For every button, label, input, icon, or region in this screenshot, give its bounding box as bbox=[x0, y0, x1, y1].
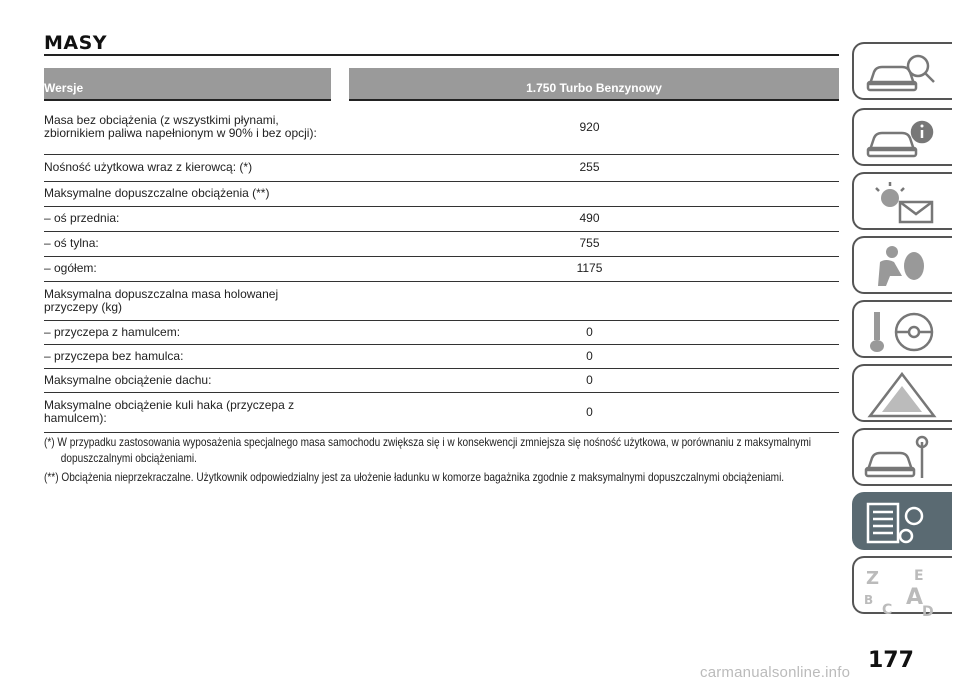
row-label: Maksymalna dopuszczalna masa holowanej przyczepy (kg) bbox=[44, 281, 340, 320]
table-row bbox=[44, 392, 839, 432]
row-value: 920 bbox=[340, 100, 839, 154]
row-value: 755 bbox=[340, 231, 839, 256]
row-label: – przyczepa z hamulcem: bbox=[44, 320, 340, 344]
header-engine: 1.750 Turbo Benzynowy bbox=[340, 68, 839, 100]
car-info-icon bbox=[862, 114, 942, 164]
footnote: (*) W przypadku zastosowania wyposażenia specjalnego masa samochodu zwiększa się i w konsekwencji zmniejsza się nośność użytkowa, w porównaniu z maksymalnymi dopuszczalnymi obciążeniami. bbox=[44, 435, 811, 465]
mass-spec-table bbox=[44, 68, 839, 433]
table-row bbox=[44, 256, 839, 281]
row-label: – ogółem: bbox=[44, 256, 340, 281]
row-value: 1175 bbox=[340, 256, 839, 281]
table-row bbox=[44, 154, 839, 181]
row-label: Nośność użytkowa wraz z kierowcą: (*) bbox=[44, 154, 340, 181]
row-value: 255 bbox=[340, 154, 839, 181]
row-value: 0 bbox=[340, 344, 839, 368]
row-value: 490 bbox=[340, 206, 839, 231]
row-label: – przyczepa bez hamulca: bbox=[44, 344, 340, 368]
row-label: Masa bez obciążenia (z wszystkimi płynami, zbiornikiem paliwa napełnionym w 90% i bez opcji): bbox=[44, 100, 340, 154]
row-label: Maksymalne dopuszczalne obciążenia (**) bbox=[44, 181, 340, 206]
header-versions: Wersje bbox=[44, 68, 340, 100]
table-row bbox=[44, 181, 839, 206]
row-label: – oś przednia: bbox=[44, 206, 340, 231]
svg-text:B: B bbox=[864, 593, 874, 607]
svg-text:E: E bbox=[914, 568, 924, 584]
tab-emergency[interactable] bbox=[852, 364, 952, 422]
table-row bbox=[44, 231, 839, 256]
page-number: 177 bbox=[868, 648, 914, 673]
tab-safety[interactable] bbox=[852, 236, 952, 294]
airbag-seat-icon bbox=[862, 242, 942, 292]
car-wrench-icon bbox=[862, 434, 942, 484]
footnotes bbox=[44, 434, 834, 488]
footnote: (**) Obciążenia nieprzekraczalne. Użytkownik odpowiedzialny jest za ułożenie ładunku w komorze bagażnika zgodnie z maksymalnymi dopuszczalnymi obciążeniami. bbox=[44, 470, 785, 484]
table-row bbox=[44, 281, 839, 320]
svg-text:D: D bbox=[922, 604, 934, 618]
key-steering-wheel-icon bbox=[862, 306, 942, 356]
watermark: carmanualsonline.info bbox=[700, 664, 851, 681]
warning-light-message-icon bbox=[862, 178, 942, 228]
row-label: Maksymalne obciążenie kuli haka (przyczepa z hamulcem): bbox=[44, 392, 340, 432]
tab-starting-driving[interactable] bbox=[852, 300, 952, 358]
row-label: Maksymalne obciążenie dachu: bbox=[44, 368, 340, 392]
tab-warning-lights[interactable] bbox=[852, 172, 952, 230]
row-label: – oś tylna: bbox=[44, 231, 340, 256]
specs-gears-icon bbox=[862, 498, 942, 548]
alphabet-index-icon bbox=[862, 562, 942, 618]
row-value bbox=[340, 181, 839, 206]
title-rule bbox=[44, 54, 839, 56]
table-row bbox=[44, 206, 839, 231]
row-value bbox=[340, 281, 839, 320]
tab-maintenance[interactable] bbox=[852, 428, 952, 486]
svg-text:A: A bbox=[906, 585, 924, 610]
table-row bbox=[44, 344, 839, 368]
svg-text:C: C bbox=[882, 602, 893, 618]
row-value: 0 bbox=[340, 392, 839, 432]
table-row bbox=[44, 320, 839, 344]
warning-triangle-icon bbox=[862, 370, 942, 420]
tab-car-info[interactable] bbox=[852, 108, 952, 166]
table-row bbox=[44, 100, 839, 154]
row-value: 0 bbox=[340, 368, 839, 392]
table-row bbox=[44, 368, 839, 392]
tab-index[interactable] bbox=[852, 556, 952, 618]
row-value: 0 bbox=[340, 320, 839, 344]
tab-car-search[interactable] bbox=[852, 42, 952, 100]
section-title: MASY bbox=[44, 32, 108, 54]
table-header-row bbox=[44, 68, 839, 100]
car-search-icon bbox=[862, 48, 942, 98]
svg-text:Z: Z bbox=[866, 568, 880, 589]
tab-technical-data[interactable] bbox=[852, 492, 952, 550]
